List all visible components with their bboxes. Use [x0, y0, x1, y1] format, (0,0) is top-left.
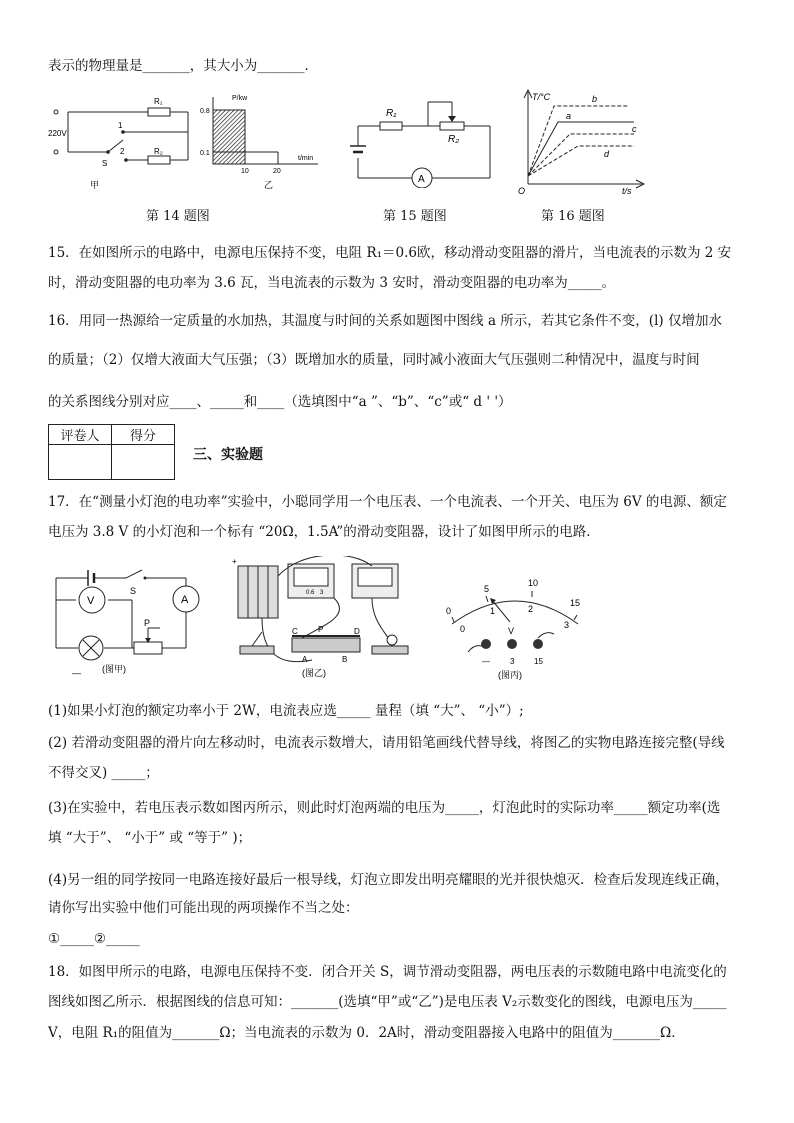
q17-part-4-line-2: 请你写出实验中他们可能出现的两项操作不当之处：: [48, 900, 359, 916]
fig16-line-a-label: a: [566, 111, 572, 121]
fig14-caption: 第 14 题图: [146, 209, 210, 224]
fig14-switch-1-label: 1: [118, 121, 123, 130]
fig17-voltmeter-label: V: [87, 595, 95, 607]
fig16-line-d-label: d: [604, 149, 610, 159]
fig14-yi-label: 乙: [264, 180, 274, 190]
figure-16: [510, 84, 650, 196]
fig16-origin-label: O: [518, 186, 526, 196]
fig17-terminal-d: D: [354, 627, 360, 636]
fig14-yaxis-label: P/kw: [232, 95, 248, 102]
q18-line-3: V，电阻 R₁的阻值为_______Ω；当电流表的示数为 0．2A时，滑动变阻器接入电路中的阻值为_______Ω．: [48, 1025, 685, 1041]
q18-line-2: 图线如图乙所示．根据图线的信息可知：_______(选填“甲”或“乙”)是电压表 V₂示数变化的图线，电源电压为_____: [48, 994, 727, 1010]
figure-17-bing: [440, 572, 590, 682]
fig17-dial-top-15: 15: [570, 598, 581, 608]
fig17-dial-terminal-3: 3: [510, 657, 515, 666]
figure-17-jia: [46, 560, 216, 680]
fig15-r1-label: R₁: [386, 108, 397, 119]
fig16-yaxis-label: T/°C: [532, 92, 551, 102]
q17-part-1: (1)如果小灯泡的额定功率小于 2W，电流表应选_____ 量程（填 “大”、 “小”）;: [48, 703, 524, 719]
q16-line-2: 的质量；（2）仅增大液面大气压强；（3）既增加水的质量，同时减小液面大气压强则二种情况中，温度与时间: [48, 352, 700, 368]
section-heading: 三、实验题: [193, 447, 263, 463]
fig16-line-b-label: b: [592, 94, 598, 104]
fig14-x-20: 20: [273, 168, 281, 175]
fig14-switch-2-label: 2: [120, 147, 125, 156]
q13-tail-text: 表示的物理量是_______，其大小为_______．: [48, 58, 318, 74]
figure-17-yi: [222, 556, 422, 684]
score-table-grader-cell: [49, 445, 112, 480]
q16-line-1: 16．用同一热源给一定质量的水加热，其温度与时间的关系如题图中图线 a 所示，若其它条件不变，(l) 仅增加水: [48, 313, 722, 329]
q17-part-4-line-1: (4)另一组的同学按同一电路连接好最后一根导线，灯泡立即发出明亮耀眼的光并很快熄灭．检查后发现连线正确，: [48, 872, 729, 888]
fig17-ammeter-range-1: 0.6: [306, 590, 315, 596]
q15-line-2: 时，滑动变阻器的电功率为 3.6 瓦，当电流表的示数为 3 安时，滑动变阻器的电功率为_____。: [48, 275, 615, 291]
q17-part-3-line-2: 填 “大于”、 “小于” 或 “等于” )；: [48, 830, 252, 846]
fig16-line-c-label: c: [632, 124, 637, 134]
fig17-terminal-p: P: [318, 625, 324, 634]
fig14-r1-label: R₁: [154, 97, 163, 106]
q17-part-2-line-2: 不得交叉) _____；: [48, 765, 159, 781]
fig17-dial-terminal-15: 15: [534, 657, 543, 666]
fig17-dial-bottom-1: 1: [490, 606, 496, 616]
fig17-jia-caption: (图甲): [102, 664, 126, 674]
score-table-grader-header: 评卷人: [49, 425, 112, 445]
fig14-power-bar: [213, 110, 245, 164]
q15-line-1: 15．在如图所示的电路中，电源电压保持不变，电阻 R₁＝0.6欧，移动滑动变阻器的滑片，当电流表的示数为 2 安: [48, 245, 732, 261]
fig17-yi-caption: (图乙): [302, 668, 326, 678]
fig14-x-10: 10: [241, 168, 249, 175]
q17-part-2-line-1: (2) 若滑动变阻器的滑片向左移动时，电流表示数增大，请用铅笔画线代替导线，将图乙的实物电路连接完整(导线: [48, 735, 725, 751]
fig17-terminal-b: B: [342, 655, 348, 664]
q17-part-3-line-1: (3)在实验中，若电压表示数如图丙所示，则此时灯泡两端的电压为_____，灯泡此时的实际功率_____额定功率(选: [48, 800, 721, 816]
score-table-score-header: 得分: [112, 425, 175, 445]
fig17-dial-terminal-minus: —: [482, 657, 490, 666]
fig14-voltage-label: 220V: [48, 129, 67, 138]
fig14-y-0.8: 0.8: [200, 108, 210, 115]
fig17-dial-top-10: 10: [528, 578, 539, 588]
q17-part-4-answers: ①_____②_____: [48, 931, 140, 947]
figure-14: [48, 92, 328, 192]
fig17-dial-top-5: 5: [484, 584, 490, 594]
fig17-ammeter-label: A: [181, 594, 189, 606]
fig14-switch-label: S: [102, 159, 108, 168]
fig17-dial-bottom-0: 0: [460, 624, 466, 634]
q17-line-1: 17．在“测量小灯泡的电功率”实验中，小聪同学用一个电压表、一个电流表、一个开关、电压为 6V 的电源、额定: [48, 494, 727, 510]
q17-line-2: 电压为 3.8 V 的小灯泡和一个标有 “20Ω，1.5A”的滑动变阻器，设计了如图甲所示的电路．: [48, 524, 600, 540]
fig17-battery-plus: +: [232, 557, 237, 566]
fig17-dial-bottom-2: 2: [528, 604, 534, 614]
fig14-xaxis-label: t/min: [298, 155, 314, 162]
q16-line-3: 的关系图线分别对应____、_____和____（选填图中“a ”、“b”、“c”或“ d ' '）: [48, 394, 512, 410]
fig17-slider-label: P: [144, 618, 151, 628]
fig17-ammeter-range-2: 3: [320, 590, 324, 596]
fig14-jia-label: 甲: [90, 180, 100, 190]
fig14-y-0.1: 0.1: [200, 150, 210, 157]
score-table: [48, 424, 175, 480]
fig17-minus-label: —: [72, 668, 81, 678]
fig17-dial-top-0: 0: [446, 606, 452, 616]
fig17-dial-unit: V: [508, 626, 515, 636]
score-table-score-cell: [112, 445, 175, 480]
fig17-terminal-a: A: [302, 655, 308, 664]
fig17-terminal-c: C: [292, 627, 298, 636]
fig15-ammeter-label: A: [418, 174, 425, 185]
fig15-caption: 第 15 题图: [383, 209, 447, 224]
fig16-xaxis-label: t/s: [622, 186, 632, 196]
fig15-r2-label: R₂: [448, 134, 460, 145]
fig17-switch-label: S: [130, 586, 137, 596]
figure-15: [348, 96, 498, 188]
fig16-caption: 第 16 题图: [541, 209, 605, 224]
fig17-bing-caption: (图丙): [498, 670, 522, 680]
fig14-r2-label: R₂: [154, 147, 163, 156]
fig17-dial-bottom-3: 3: [564, 620, 570, 630]
q18-line-1: 18．如图甲所示的电路，电源电压保持不变．闭合开关 S，调节滑动变阻器，两电压表的示数随电路中电流变化的: [48, 964, 727, 980]
